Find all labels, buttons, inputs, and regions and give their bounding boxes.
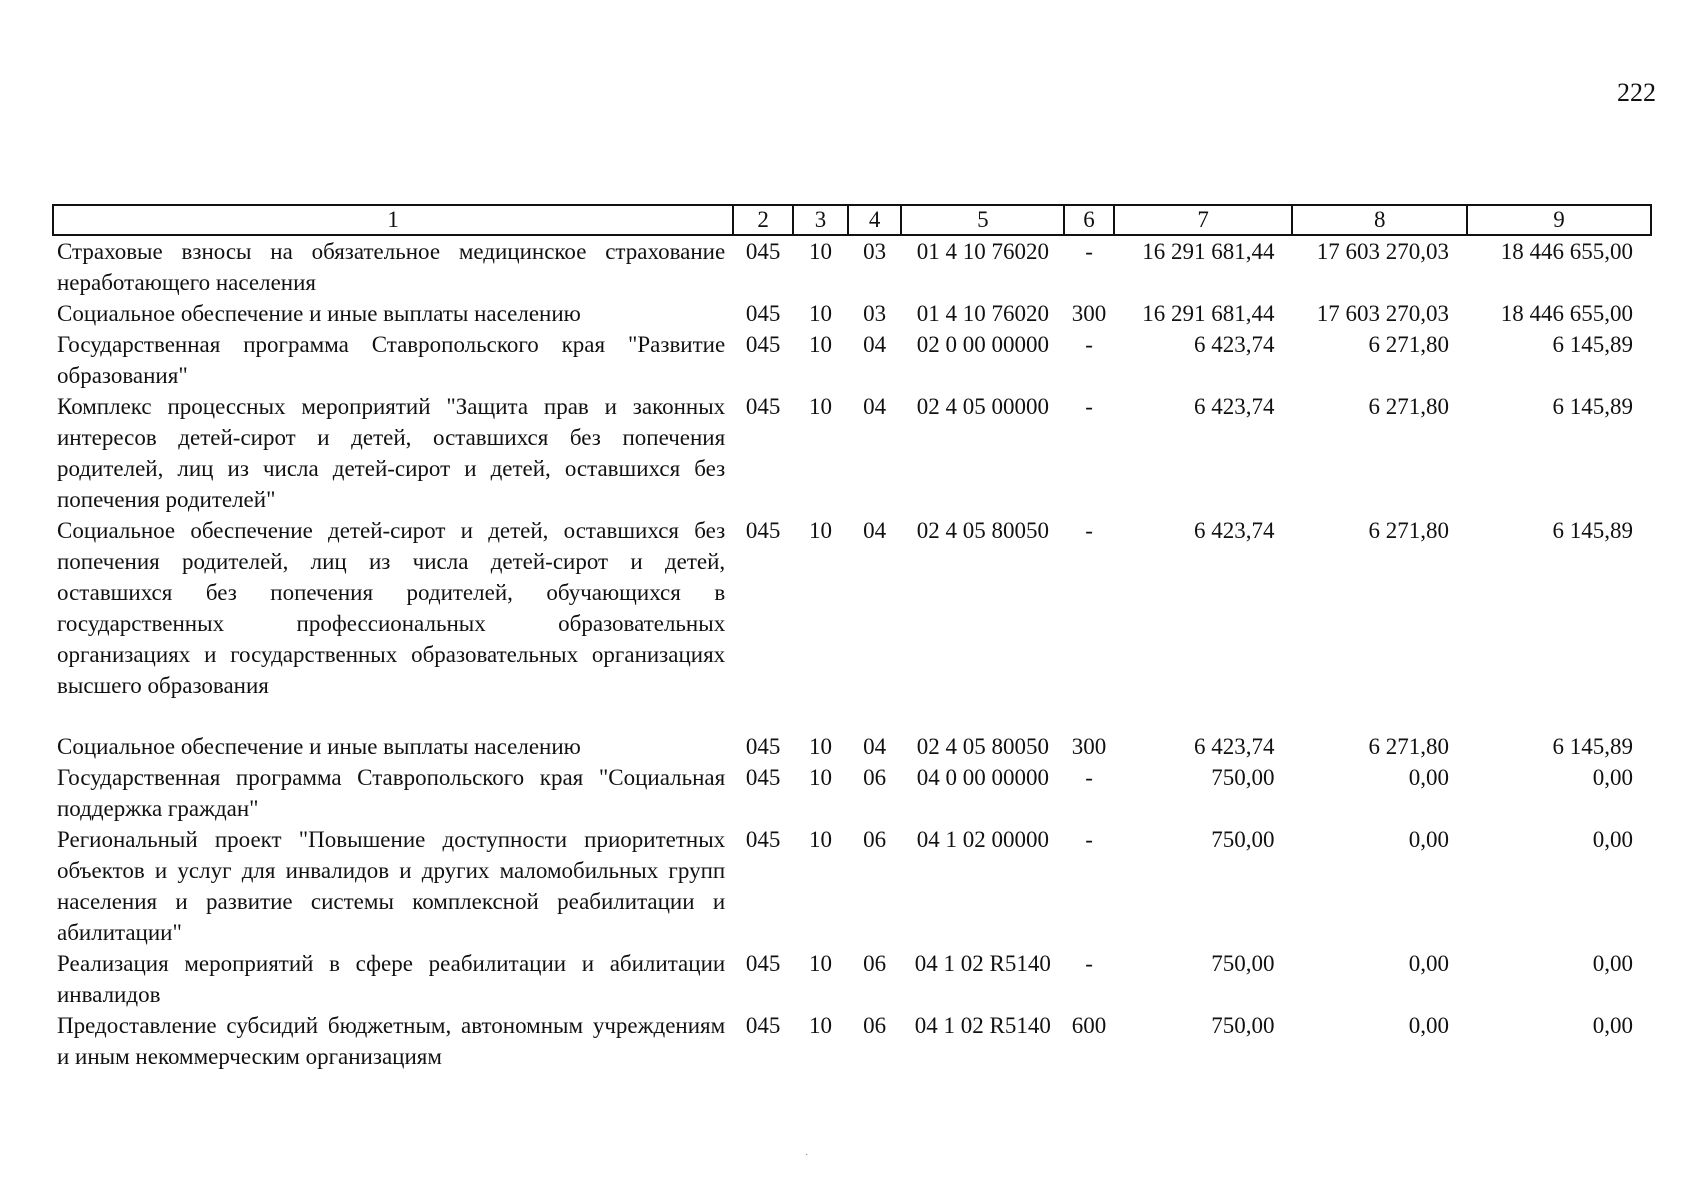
amount-year-1: 750,00 <box>1211 1013 1275 1038</box>
target-article-code: 02 4 05 80050 <box>916 518 1049 543</box>
ministry-code: 045 <box>745 332 781 357</box>
amount-year-3: 6 145,89 <box>1552 518 1633 543</box>
row-name: Реализация мероприятий в сфере реабилитации и абилитации инвалидов <box>57 951 726 1007</box>
budget-table <box>52 204 1652 1072</box>
subsection-code: 06 <box>863 827 887 852</box>
column-header: 6 <box>1064 205 1113 235</box>
amount-year-1: 6 423,74 <box>1193 518 1275 543</box>
column-header: 5 <box>901 205 1064 235</box>
section-code: 10 <box>808 239 832 264</box>
section-code: 10 <box>808 332 832 357</box>
expense-type-code: 600 <box>1071 1013 1107 1038</box>
table-row <box>53 515 1651 701</box>
column-header: 2 <box>733 205 793 235</box>
target-article-code: 02 4 05 00000 <box>916 394 1049 419</box>
target-article-code: 02 0 00 00000 <box>916 332 1049 357</box>
amount-year-3: 18 446 655,00 <box>1500 301 1633 326</box>
page-number: 222 <box>1617 78 1656 107</box>
amount-year-3: 6 145,89 <box>1552 332 1633 357</box>
ministry-code: 045 <box>745 827 781 852</box>
amount-year-2: 0,00 <box>1408 827 1449 852</box>
row-name: Региональный проект "Повышение доступности приоритетных объектов и услуг для инвалидов и других маломобильных групп населения и развитие системы комплексной реабилитации и абилитации" <box>57 827 726 945</box>
subsection-code: 04 <box>863 734 887 759</box>
amount-year-3: 0,00 <box>1592 827 1633 852</box>
subsection-code: 06 <box>863 1013 887 1038</box>
spacer-row <box>53 701 1651 731</box>
ministry-code: 045 <box>745 394 781 419</box>
expense-type-code: 300 <box>1071 301 1107 326</box>
target-article-code: 04 1 02 R5140 <box>914 1013 1051 1038</box>
table-row <box>53 391 1651 515</box>
subsection-code: 04 <box>863 332 887 357</box>
section-code: 10 <box>808 1013 832 1038</box>
target-article-code: 04 1 02 00000 <box>916 827 1049 852</box>
amount-year-1: 16 291 681,44 <box>1142 239 1275 264</box>
table-row <box>53 762 1651 824</box>
target-article-code: 02 4 05 80050 <box>916 734 1049 759</box>
table-row <box>53 824 1651 948</box>
target-article-code: 04 1 02 R5140 <box>914 951 1051 976</box>
expense-type-code: - <box>1085 518 1093 543</box>
column-header: 4 <box>848 205 902 235</box>
table-row <box>53 948 1651 1010</box>
scan-speck: · <box>805 1150 809 1161</box>
row-name: Социальное обеспечение и иные выплаты населению <box>57 301 581 326</box>
ministry-code: 045 <box>745 734 781 759</box>
table-row <box>53 731 1651 762</box>
ministry-code: 045 <box>745 1013 781 1038</box>
column-header: 8 <box>1292 205 1467 235</box>
amount-year-3: 6 145,89 <box>1552 394 1633 419</box>
target-article-code: 01 4 10 76020 <box>916 301 1049 326</box>
expense-type-code: - <box>1085 951 1093 976</box>
amount-year-1: 16 291 681,44 <box>1142 301 1275 326</box>
section-code: 10 <box>808 394 832 419</box>
row-name: Социальное обеспечение детей-сирот и детей, оставшихся без попечения родителей, лиц из числа детей-сирот и детей, оставшихся без попечения родителей, обучающихся в государственных профессиональных образовательных организациях и государственных образовательных организациях высшего образования <box>57 518 726 698</box>
row-name: Страховые взносы на обязательное медицинское страхование неработающего населения <box>57 239 726 295</box>
target-article-code: 04 0 00 00000 <box>916 765 1049 790</box>
amount-year-2: 17 603 270,03 <box>1316 301 1449 326</box>
amount-year-1: 750,00 <box>1211 765 1275 790</box>
amount-year-2: 0,00 <box>1408 951 1449 976</box>
section-code: 10 <box>808 951 832 976</box>
row-name: Социальное обеспечение и иные выплаты населению <box>57 734 581 759</box>
amount-year-3: 0,00 <box>1592 1013 1633 1038</box>
amount-year-3: 0,00 <box>1592 765 1633 790</box>
ministry-code: 045 <box>745 765 781 790</box>
table-row <box>53 329 1651 391</box>
subsection-code: 03 <box>863 301 887 326</box>
amount-year-2: 6 271,80 <box>1368 332 1449 357</box>
row-name: Государственная программа Ставропольского края "Развитие образования" <box>57 332 726 388</box>
column-header: 3 <box>793 205 848 235</box>
subsection-code: 03 <box>863 239 887 264</box>
amount-year-2: 6 271,80 <box>1368 734 1449 759</box>
amount-year-3: 0,00 <box>1592 951 1633 976</box>
table-row <box>53 1010 1651 1072</box>
expense-type-code: - <box>1085 332 1093 357</box>
table-row <box>53 235 1651 298</box>
amount-year-1: 6 423,74 <box>1193 332 1275 357</box>
section-code: 10 <box>808 301 832 326</box>
ministry-code: 045 <box>745 951 781 976</box>
amount-year-1: 6 423,74 <box>1193 734 1275 759</box>
column-header: 9 <box>1467 205 1651 235</box>
amount-year-2: 0,00 <box>1408 765 1449 790</box>
target-article-code: 01 4 10 76020 <box>916 239 1049 264</box>
row-name: Комплекс процессных мероприятий "Защита прав и законных интересов детей-сирот и детей, оставшихся без попечения родителей, лиц из числа детей-сирот и детей, оставшихся без попечения родителей" <box>57 394 726 512</box>
amount-year-2: 6 271,80 <box>1368 518 1449 543</box>
amount-year-1: 750,00 <box>1211 951 1275 976</box>
amount-year-3: 6 145,89 <box>1552 734 1633 759</box>
amount-year-2: 6 271,80 <box>1368 394 1449 419</box>
table-row <box>53 298 1651 329</box>
expense-type-code: - <box>1085 394 1093 419</box>
ministry-code: 045 <box>745 518 781 543</box>
section-code: 10 <box>808 518 832 543</box>
row-name: Предоставление субсидий бюджетным, автономным учреждениям и иным некоммерческим организациям <box>57 1013 726 1069</box>
column-number-row <box>53 205 1651 235</box>
amount-year-1: 6 423,74 <box>1193 394 1275 419</box>
expense-type-code: - <box>1085 827 1093 852</box>
ministry-code: 045 <box>745 301 781 326</box>
subsection-code: 06 <box>863 951 887 976</box>
expense-type-code: - <box>1085 239 1093 264</box>
amount-year-3: 18 446 655,00 <box>1500 239 1633 264</box>
section-code: 10 <box>808 827 832 852</box>
column-header: 7 <box>1114 205 1293 235</box>
expense-type-code: - <box>1085 765 1093 790</box>
subsection-code: 06 <box>863 765 887 790</box>
row-name: Государственная программа Ставропольского края "Социальная поддержка граждан" <box>57 765 726 821</box>
expense-type-code: 300 <box>1071 734 1107 759</box>
column-header: 1 <box>53 205 733 235</box>
subsection-code: 04 <box>863 518 887 543</box>
ministry-code: 045 <box>745 239 781 264</box>
section-code: 10 <box>808 765 832 790</box>
amount-year-2: 0,00 <box>1408 1013 1449 1038</box>
amount-year-2: 17 603 270,03 <box>1316 239 1449 264</box>
amount-year-1: 750,00 <box>1211 827 1275 852</box>
subsection-code: 04 <box>863 394 887 419</box>
section-code: 10 <box>808 734 832 759</box>
